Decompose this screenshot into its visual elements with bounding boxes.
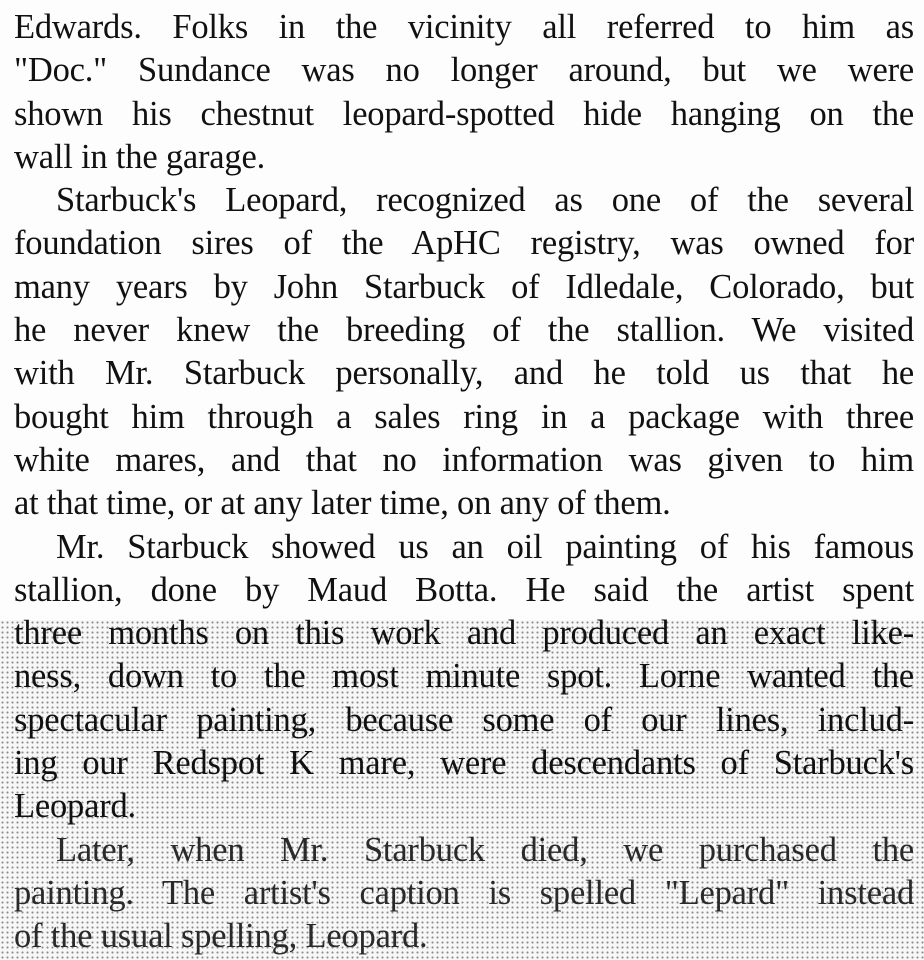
text-line: three months on this work and produced an exact like-	[14, 614, 914, 653]
text-line: ness, down to the most minute spot. Lorne wanted the	[14, 657, 914, 696]
paragraph-starbucks-leopard	[14, 179, 914, 525]
text-line: bought him through a sales ring in a package with three	[14, 397, 914, 436]
text-line: stallion, done by Maud Botta. He said the artist spent	[14, 570, 914, 609]
text-line: foundation sires of the ApHC registry, was owned for	[14, 224, 914, 263]
body-text	[14, 6, 914, 959]
text-line: Edwards. Folks in the vicinity all referred to him as	[14, 8, 914, 46]
text-line: with Mr. Starbuck personally, and he told us that he	[14, 354, 914, 393]
text-line: many years by John Starbuck of Idledale, Colorado, but	[14, 267, 914, 306]
paragraph-purchased-painting	[14, 829, 914, 959]
paragraph-oil-painting	[14, 526, 914, 829]
text-line: wall in the garage.	[14, 137, 266, 176]
text-line: spectacular painting, because some of our lines, includ-	[14, 700, 914, 739]
paragraph-doc-edwards	[14, 6, 914, 179]
text-line: Starbuck's Leopard, recognized as one of the several	[56, 181, 914, 220]
text-line: at that time, or at any later time, on any of them.	[14, 484, 671, 523]
text-line: Leopard.	[14, 787, 136, 826]
text-line: Later, when Mr. Starbuck died, we purchased the	[56, 830, 914, 869]
text-line: he never knew the breeding of the stallion. We visited	[14, 311, 914, 350]
text-line: shown his chestnut leopard-spotted hide hanging on the	[14, 94, 914, 133]
text-line: white mares, and that no information was given to him	[14, 440, 914, 479]
text-line: Mr. Starbuck showed us an oil painting of his famous	[56, 527, 914, 566]
text-line: ing our Redspot K mare, were descendants of Starbuck's	[14, 744, 914, 783]
text-line: of the usual spelling, Leopard.	[14, 917, 428, 956]
text-line: painting. The artist's caption is spelled "Lepard" instead	[14, 873, 914, 912]
text-line: "Doc." Sundance was no longer around, but we were	[14, 51, 914, 90]
